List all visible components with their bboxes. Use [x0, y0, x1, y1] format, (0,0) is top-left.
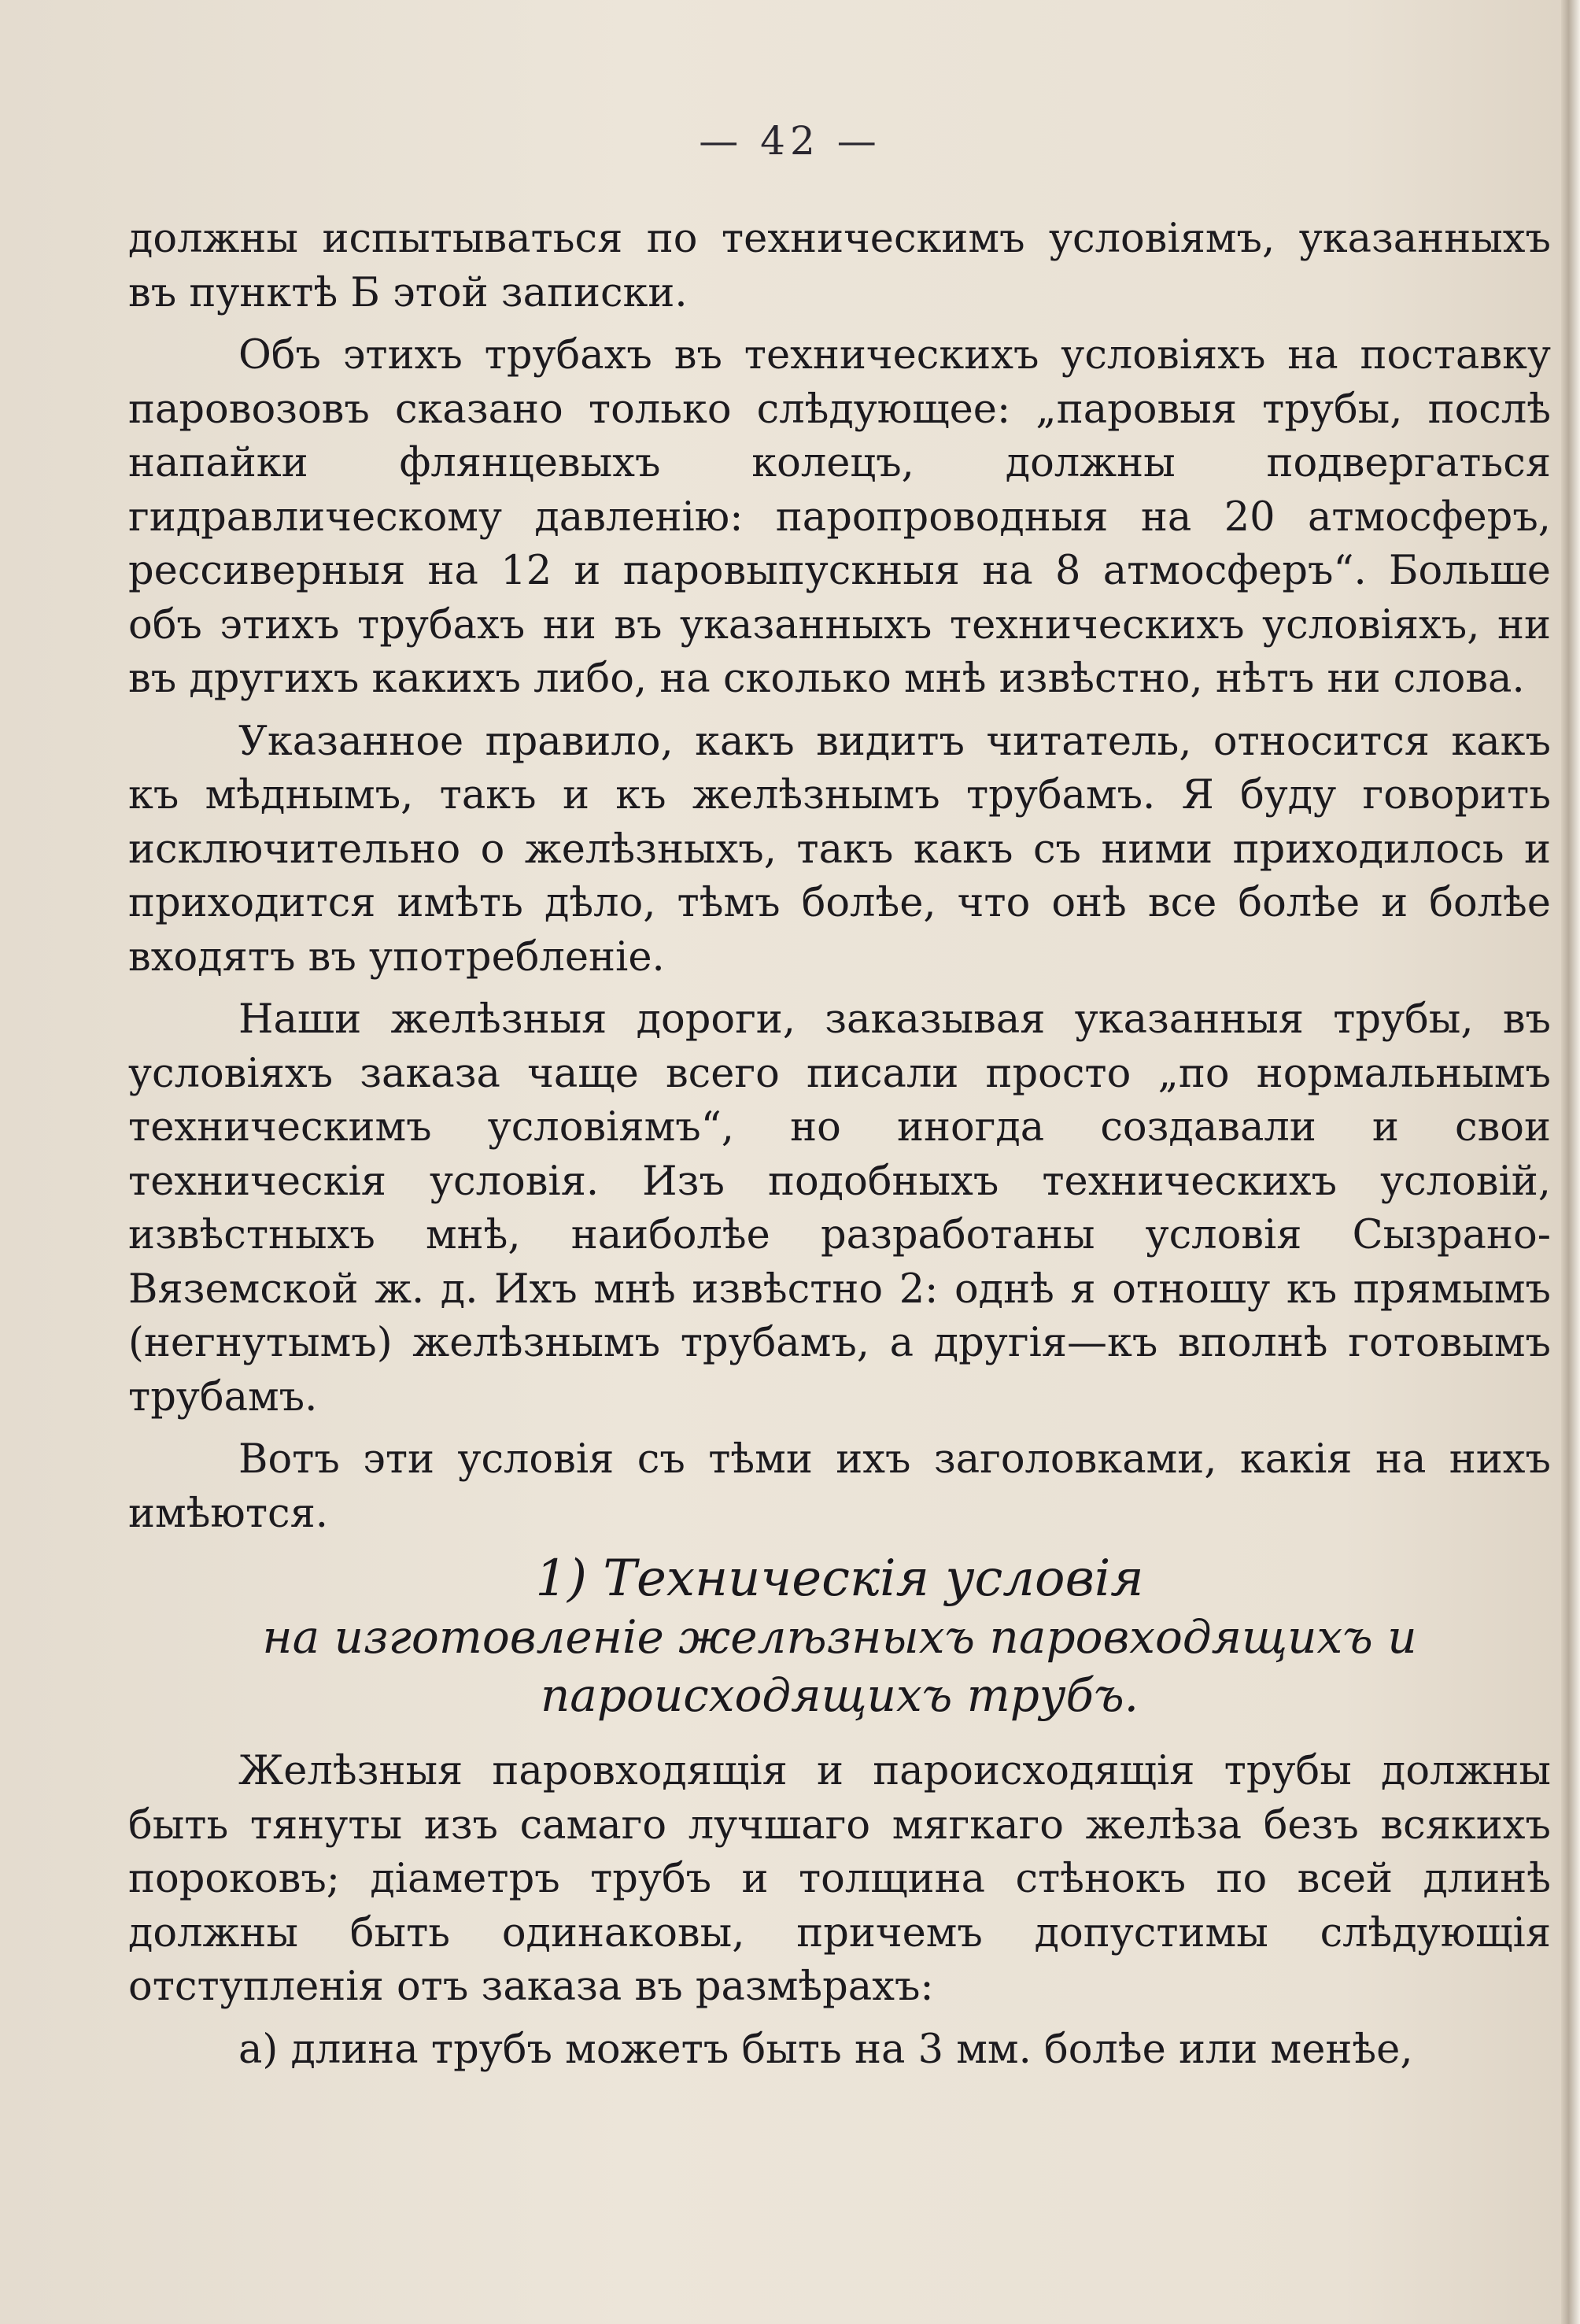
- paragraph: а) длина трубъ можетъ быть на 3 мм. болѣе или менѣе,: [238, 2026, 1413, 2073]
- section-heading: [128, 1550, 1551, 1724]
- section-title: 1) Техническія условія: [535, 1550, 1144, 1608]
- page-number: — 42 —: [699, 118, 881, 164]
- body-text: [128, 212, 1551, 2086]
- paragraph: Желѣзныя паровходящія и пароисходящія трубы должны быть тянуты изъ самаго лучшаго мягкаго желѣза безъ всякихъ пороковъ; діаметръ трубъ и толщина стѣнокъ по всей длинѣ должны быть одинаковы, причемъ допустимы слѣдующія отступленія отъ заказа въ размѣрахъ:: [128, 1748, 1551, 2010]
- paragraph: Указанное правило, какъ видитъ читатель, относится какъ къ мѣднымъ, такъ и къ желѣзнымъ трубамъ. Я буду говорить исключительно о желѣзныхъ, такъ какъ съ ними приходилось и приходится имѣть дѣло, тѣмъ болѣе, что онѣ все болѣе и болѣе входятъ въ употребленіе.: [128, 718, 1551, 981]
- paragraph: Вотъ эти условія съ тѣми ихъ заголовками, какія на нихъ имѣются.: [128, 1436, 1551, 1537]
- paragraph: Объ этихъ трубахъ въ техническихъ условіяхъ на поставку паровозовъ сказано только слѣдующее: „паровыя трубы, послѣ напайки флянцевыхъ колецъ, должны подвергаться гидравлическому давленію: паропроводныя на 20 атмосферъ, рессиверныя на 12 и паровыпускныя на 8 атмосферъ“. Больше объ этихъ трубахъ ни въ указанныхъ техническихъ условіяхъ, ни въ другихъ какихъ либо, на сколько мнѣ извѣстно, нѣтъ ни слова.: [128, 332, 1551, 702]
- paragraph: Наши желѣзныя дороги, заказывая указанныя трубы, въ условіяхъ заказа чаще всего писали просто „по нормальнымъ техническимъ условіямъ“, но иногда создавали и свои техническія условія. Изъ подобныхъ техническихъ условій, извѣстныхъ мнѣ, наиболѣе разработаны условія Сызрано-Вяземской ж. д. Ихъ мнѣ извѣстно 2: однѣ я отношу къ прямымъ (негнутымъ) желѣзнымъ трубамъ, а другія—къ вполнѣ готовымъ трубамъ.: [128, 996, 1551, 1421]
- paragraph-continued: должны испытываться по техническимъ условіямъ, указанныхъ въ пунктѣ Б этой записки.: [128, 216, 1551, 316]
- page-edge: [1561, 0, 1580, 2324]
- section-subtitle: на изготовленіе желѣзныхъ паровходящихъ и пароисходящихъ трубъ.: [262, 1610, 1417, 1722]
